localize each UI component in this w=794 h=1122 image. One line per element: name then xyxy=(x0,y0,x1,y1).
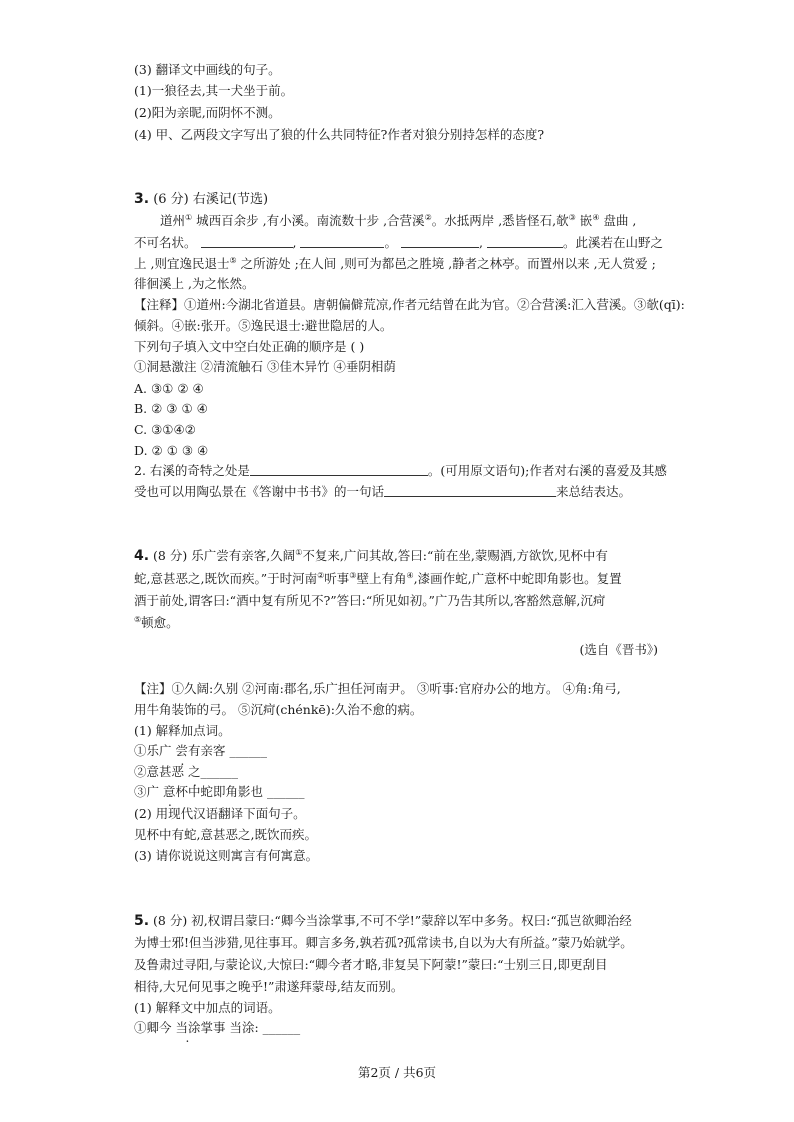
q4-passage-line2: 蛇,意甚恶之,既饮而疾。”于时河南②听事③壁上有角④,漆画作蛇,广意杯中蛇即角影也。复置 xyxy=(134,571,622,586)
q3-blank-4 xyxy=(487,235,563,248)
page-footer: 第2页 / 共6页 xyxy=(357,1065,437,1080)
q2-sentence-2: (2)阳为亲昵,而阴怀不测。 xyxy=(134,105,281,120)
q3-blank-2 xyxy=(300,235,384,248)
q4-note-line1: 【注】①久阔:久别 ②河南:郡名,乐广担任河南尹。 ③听事:官府办公的地方。 ④角:角弓, xyxy=(134,681,621,696)
q5-passage-line4: 相待,大兄何见事之晚乎!”肃遂拜蒙母,结友而别。 xyxy=(134,979,404,994)
q5-number: 5. xyxy=(134,913,150,929)
q4-sub2-sentence: 见杯中有蛇,意甚恶之,既饮而疾。 xyxy=(134,827,317,842)
q3-question-2-line2: 受也可以用陶弘景在《答谢中书书》的一句话 来总结表达。 xyxy=(134,484,632,499)
q3-passage-line3: 上 ,则宜逸民退士⑤ 之所游处 ;在人间 ,则可为都邑之胜境 ,静者之林亭。而置州以来 ,无人赏爱 ; xyxy=(134,256,656,271)
q3-option-a: A. ③① ② ④ xyxy=(134,381,204,396)
q3-heading xyxy=(134,190,268,208)
q4-sub1-a: ①乐广 尝有亲客 ______ xyxy=(134,743,267,758)
q4-sub2: (2) 用现代汉语翻译下面句子。 xyxy=(134,806,306,821)
q4-passage-line4: ⑤顿愈。 xyxy=(134,615,179,630)
q5-passage-line3: 及鲁肃过寻阳,与蒙论议,大惊曰:“卿今者才略,非复吴下阿蒙!”蒙曰:“士别三日,即更刮目 xyxy=(134,957,608,972)
q3-passage-line4: 徘徊溪上 ,为之怅然。 xyxy=(134,276,255,291)
q5-passage-line1: 5. (8 分) 初,权谓吕蒙曰:“卿今当涂掌事,不可不学!”蒙辞以军中多务。权曰:“孤岂欲卿治经 xyxy=(134,913,632,929)
q3-question-2-line1: 2. 右溪的奇特之处是 。(可用原文语句);作者对右溪的喜爱及其感 xyxy=(134,463,667,478)
q2-sub4: (4) 甲、乙两段文字写出了狼的什么共同特征?作者对狼分别持怎样的态度? xyxy=(134,127,545,142)
q3-note-line1: 【注释】①道州:今湖北省道县。唐朝偏僻荒凉,作者元结曾在此为官。②合营溪:汇入营溪。③欹(qī): xyxy=(134,297,685,312)
q4-sub1: (1) 解释加点词。 xyxy=(134,723,231,738)
q4-passage-line3: 酒于前处,谓客曰:“酒中复有所见不?”答曰:“所见如初。”广乃告其所以,客豁然意解,沉疴 xyxy=(134,593,606,608)
q2-sentence-1: (1)一狼径去,其一犬坐于前。 xyxy=(134,83,294,98)
q3-answer-blank-2 xyxy=(384,484,556,497)
q5-sub1-a: ①卿今 当涂掌事 当涂: ______ xyxy=(134,1020,301,1035)
q3-question-1: 下列句子填入文中空白处正确的顺序是 ( ) xyxy=(134,339,365,354)
q3-options-sentences: ①洞悬激注 ②清流触石 ③佳木异竹 ④垂阴相荫 xyxy=(134,359,396,374)
q3-answer-blank-1 xyxy=(250,463,428,476)
q5-passage-line2: 为博士邪!但当涉猎,见往事耳。卿言多务,孰若孤?孤常读书,自以为大有所益。”蒙乃始就学。 xyxy=(134,935,633,950)
q4-number: 4. xyxy=(134,548,150,564)
q2-sub3: (3) 翻译文中画线的句子。 xyxy=(134,62,281,77)
q4-note-line2: 用牛角装饰的弓。 ⑤沉疴(chénkē):久治不愈的病。 xyxy=(134,702,423,717)
q4-passage-line1: 4. (8 分) 乐广尝有亲客,久阔①不复来,广问其故,答曰:“前在坐,蒙赐酒,方欲饮,见杯中有 xyxy=(134,548,608,564)
q4-sub1-b: ②意甚恶 之______ xyxy=(134,764,238,779)
q3-note-line2: 倾斜。④嵌:张开。⑤逸民退士:避世隐居的人。 xyxy=(134,318,393,333)
q3-number: 3. xyxy=(134,191,150,207)
q3-option-c: C. ③①④② xyxy=(134,422,196,437)
q4-source: (选自《晋书》) xyxy=(579,642,658,657)
q3-passage-line2: 不可名状。 , 。 , 。此溪若在山野之 xyxy=(134,235,663,250)
q5-sub1: (1) 解释文中加点的词语。 xyxy=(134,1000,281,1015)
q3-title: (6 分) 右溪记(节选) xyxy=(153,192,269,207)
q4-sub3: (3) 请你说说这则寓言有何寓意。 xyxy=(134,848,319,863)
q4-sub1-c: ③广 意杯中蛇即角影也 ______ xyxy=(134,784,305,799)
q3-blank-1 xyxy=(201,235,293,248)
q3-option-b: B. ② ③ ① ④ xyxy=(134,401,208,416)
q3-option-d: D. ② ① ③ ④ xyxy=(134,443,209,458)
q3-blank-3 xyxy=(401,235,479,248)
q3-passage-line1: 道州① 城西百余步 ,有小溪。南流数十步 ,合营溪②。水抵两岸 ,悉皆怪石,欹③ 嵌④ 盘曲 , xyxy=(160,213,637,228)
